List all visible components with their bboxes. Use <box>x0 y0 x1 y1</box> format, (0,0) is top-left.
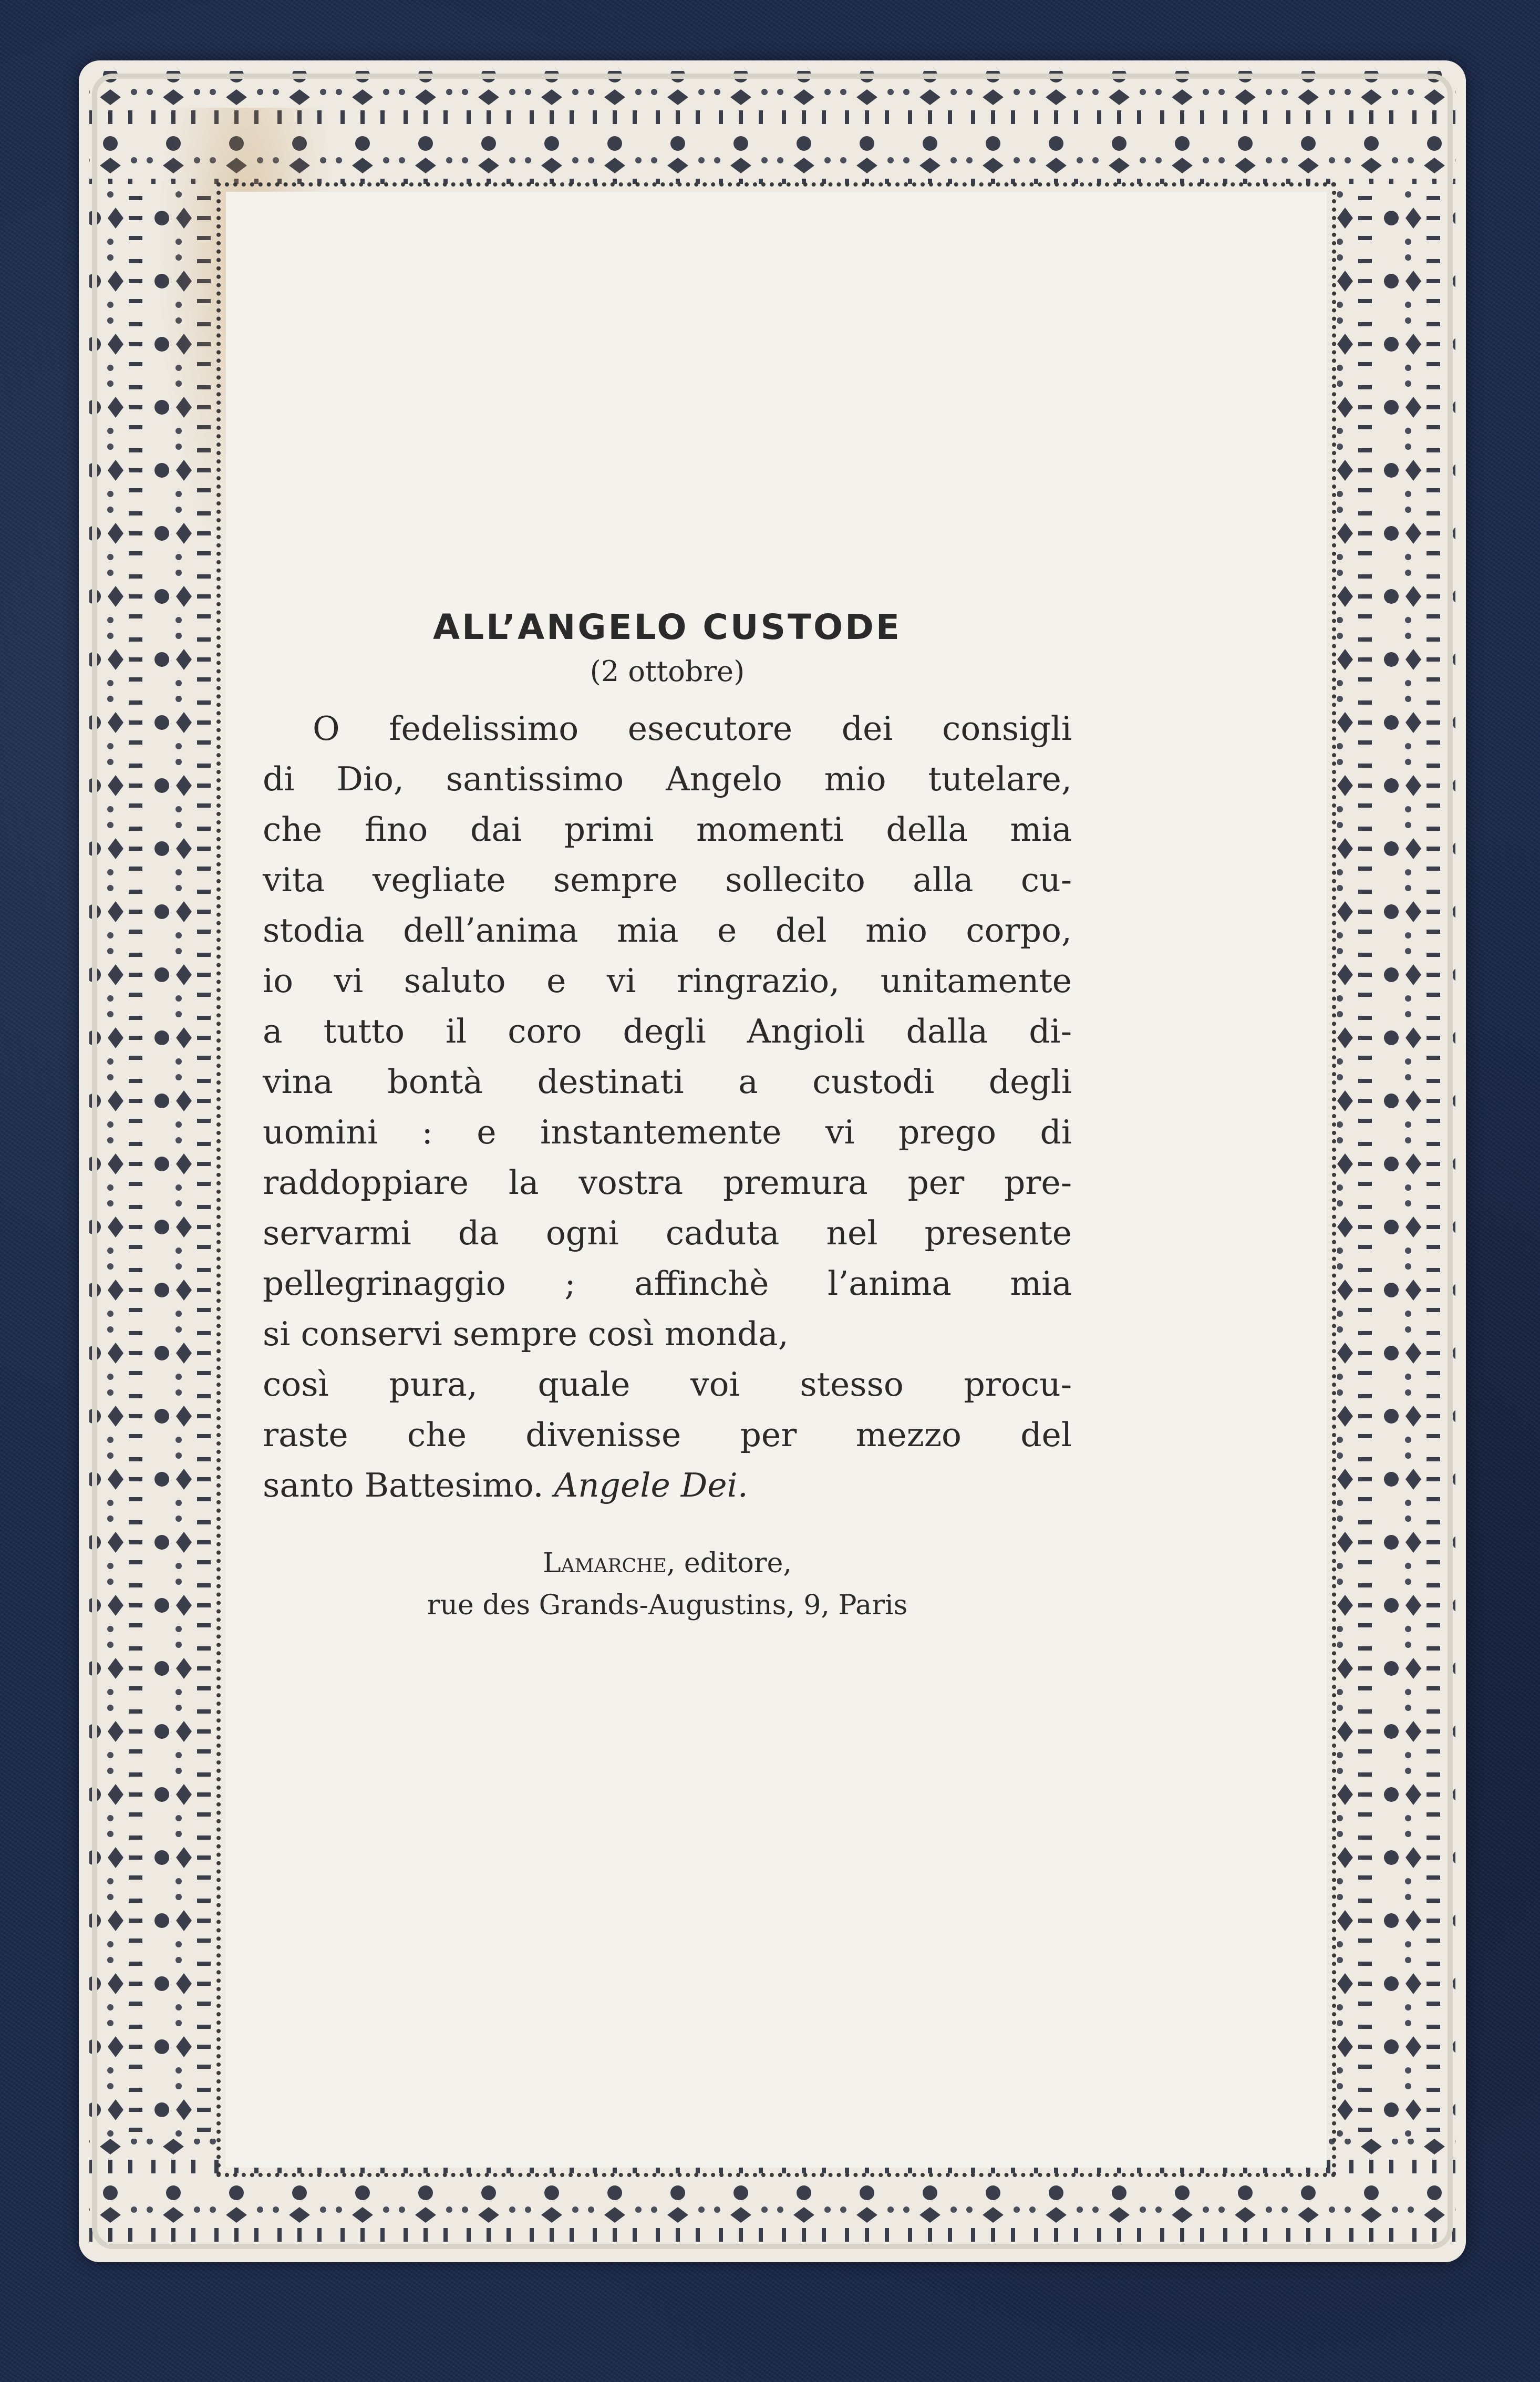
prayer-line: O fedelissimo esecutore dei consigli <box>313 709 1072 748</box>
prayer-line: vina bontà destinati a custodi degli <box>263 1063 1072 1101</box>
publisher-imprint <box>263 1542 1072 1626</box>
prayer-line: servarmi da ogni caduta nel presente <box>263 1214 1072 1252</box>
prayer-line: vita vegliate sempre sollecito alla cu- <box>263 861 1072 899</box>
publisher-address: rue des Grands-Augustins, 9, Paris <box>427 1590 908 1621</box>
prayer-body <box>263 704 1072 1511</box>
prayer-line: raddoppiare la vostra premura per pre- <box>263 1163 1072 1202</box>
prayer-line: stodia dell’anima mia e del mio corpo, <box>263 911 1072 950</box>
prayer-line: si conservi sempre così monda, <box>263 1315 789 1353</box>
publisher-name: Lamarche <box>543 1548 667 1579</box>
prayer-text-block <box>263 607 1072 1626</box>
feast-date: (2 ottobre) <box>590 655 745 688</box>
prayer-line: uomini : e instantemente vi prego di <box>263 1113 1072 1151</box>
prayer-line: a tutto il coro degli Angioli dalla di- <box>263 1012 1072 1050</box>
prayer-title: ALL’ANGELO CUSTODE <box>432 607 902 647</box>
prayer-closing: Angele Dei. <box>554 1466 748 1504</box>
prayer-line: di Dio, santissimo Angelo mio tutelare, <box>263 760 1072 798</box>
publisher-role: , editore, <box>666 1548 792 1579</box>
prayer-last-line-text: santo Battesimo. <box>263 1466 544 1504</box>
prayer-last-line <box>263 1460 1072 1511</box>
prayer-line: raste che divenisse per mezzo del <box>263 1416 1072 1454</box>
prayer-line: pellegrinaggio ; affinchè l’anima mia <box>263 1264 1072 1303</box>
prayer-line: io vi saluto e vi ringrazio, unitamente <box>263 962 1072 1000</box>
prayer-line: che fino dai primi momenti della mia <box>263 810 1072 849</box>
prayer-line: così pura, quale voi stesso procu- <box>263 1365 1072 1404</box>
holy-card <box>79 60 1466 2262</box>
